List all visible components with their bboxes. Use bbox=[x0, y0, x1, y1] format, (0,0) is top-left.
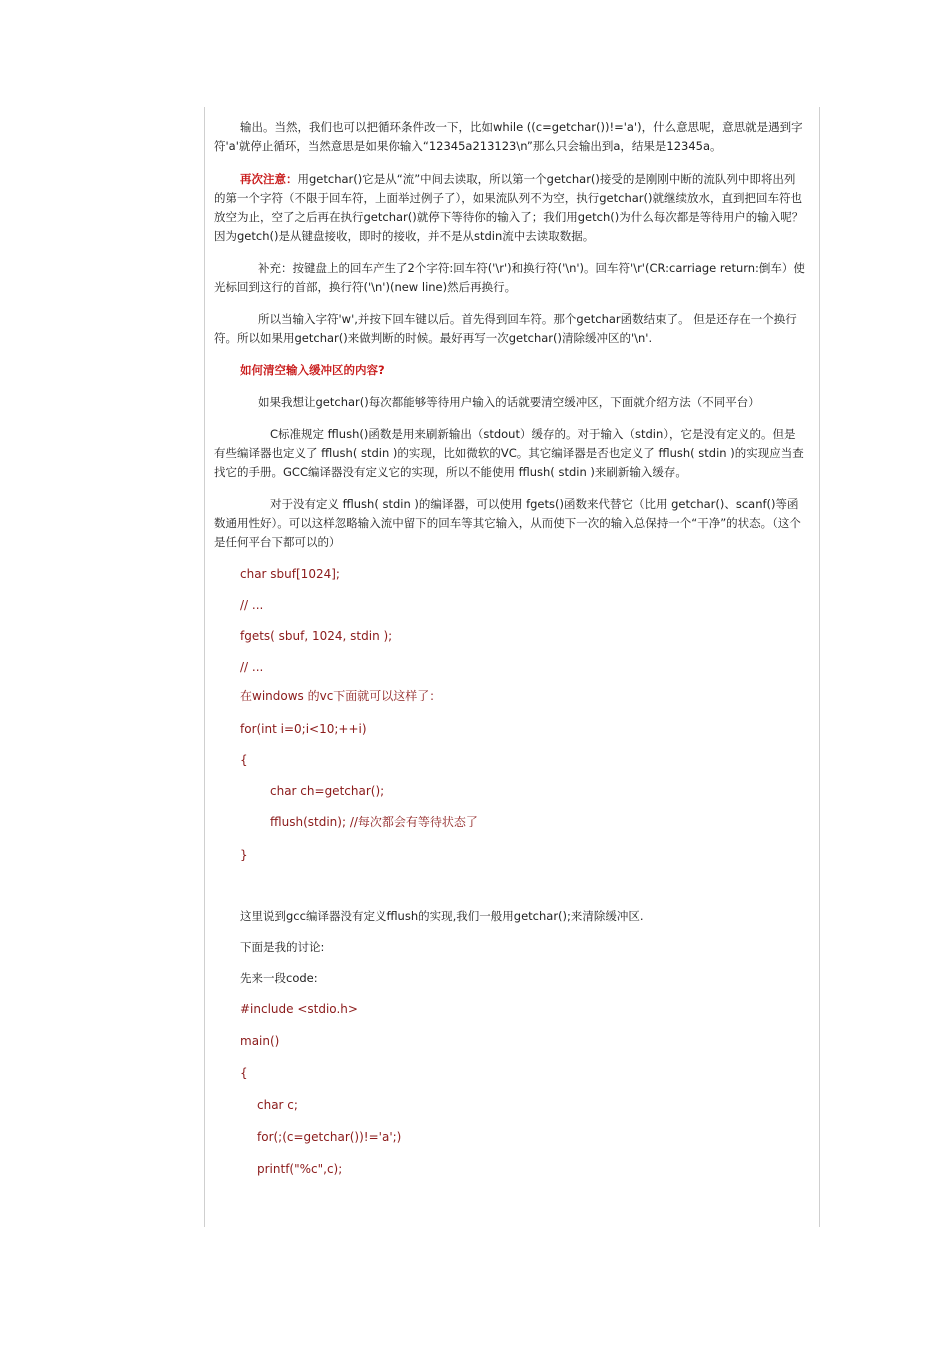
paragraph-fgets: 对于没有定义 fflush( stdin )的编译器，可以使用 fgets()函数来代替它（比用 getchar()、scanf()等函数通用性好）。可以这样忽略输入流中留下的回车等其它输入，从而使下一次的输入总保持一个“干净”的状态。（这个是任何平台下都可以的） bbox=[214, 497, 801, 549]
paragraph-code-intro: 先来一段code: bbox=[240, 971, 318, 985]
code-line: // ... bbox=[240, 598, 264, 612]
code-fflush: fflush(stdin); bbox=[270, 815, 350, 829]
paragraph-note bbox=[214, 170, 806, 246]
code-line: for(int i=0;i<10;++i) bbox=[240, 722, 367, 736]
paragraph-supplement: 补充：按键盘上的回车产生了2个字符:回车符('\r')和换行符('\n')。回车符'\r'(CR:carriage return:倒车）使光标回到这行的首部，换行符('\n')(new line)然后再换行。 bbox=[214, 261, 805, 294]
paragraph-fflush: C标准规定 fflush()函数是用来刷新输出（stdout）缓存的。对于输入（stdin），它是没有定义的。但是有些编译器也定义了 fflush( stdin )的实现，比如微软的VC。其它编译器是否也定义了 fflush( stdin )的实现应当查找它的手册。GCC编译器没有定义它的实现，所以不能使用 fflush( stdin )来刷新输入缓存。 bbox=[214, 427, 804, 479]
code-line: // ... bbox=[240, 660, 264, 674]
section-heading: 如何清空输入缓冲区的内容? bbox=[240, 363, 385, 377]
code-line bbox=[214, 813, 806, 832]
code-line: char c; bbox=[257, 1098, 298, 1112]
code-block-fgets bbox=[214, 565, 806, 865]
paragraph-gcc: 这里说到gcc编译器没有定义fflush的实现,我们一般用getchar();来清除缓冲区. bbox=[240, 909, 644, 923]
code-line: { bbox=[240, 753, 248, 767]
note-text: 用getchar()它是从“流”中间去读取，所以第一个getchar()接受的是刚刚中断的流队列中即将出列的第一个字符（不限于回车符，上面举过例子了），如果流队列不为空，执行getchar()就继续放水，直到把回车符也放空为止，空了之后再在执行getchar()就停下等待你的输入了；我们用getch()为什么每次都是等待用户的输入呢？因为getch()是从键盘接收，即时的接收，并不是从stdin流中去读取数据。 bbox=[214, 172, 804, 243]
code-line: main() bbox=[240, 1034, 280, 1048]
code-line: char sbuf[1024]; bbox=[240, 567, 340, 581]
code-line: { bbox=[240, 1066, 248, 1080]
paragraph-intro: 如果我想让getchar()每次都能够等待用户输入的话就要清空缓冲区，下面就介绍方法（不同平台） bbox=[258, 395, 760, 409]
code-line: fgets( sbuf, 1024, stdin ); bbox=[240, 629, 393, 643]
article-body bbox=[214, 118, 806, 1179]
code-line: printf("%c",c); bbox=[257, 1162, 343, 1176]
paragraph-discussion: 下面是我的讨论: bbox=[240, 940, 325, 954]
paragraph-newline: 所以当输入字符'w',并按下回车键以后。首先得到回车符。那个getchar函数结束了。 但是还存在一个换行符。所以如果用getchar()来做判断的时候。最好再写一次getchar()清除缓冲区的'\n'. bbox=[214, 312, 797, 345]
code-line: } bbox=[240, 848, 248, 862]
code-line: #include <stdio.h> bbox=[240, 1002, 358, 1016]
code-comment-line: 在windows 的vc下面就可以这样了： bbox=[240, 689, 442, 703]
note-label: 再次注意： bbox=[240, 172, 298, 186]
paragraph-output: 输出。当然，我们也可以把循环条件改一下，比如while ((c=getchar())!='a')，什么意思呢，意思就是遇到字符'a'就停止循环，当然意思是如果你输入“12345a213123\n”那么只会输出到a，结果是12345a。 bbox=[214, 120, 803, 153]
code-block-example bbox=[214, 1000, 806, 1179]
code-line: char ch=getchar(); bbox=[270, 784, 385, 798]
code-comment: //每次都会有等待状态了 bbox=[349, 815, 478, 829]
code-line: for(;(c=getchar())!='a';) bbox=[257, 1130, 402, 1144]
